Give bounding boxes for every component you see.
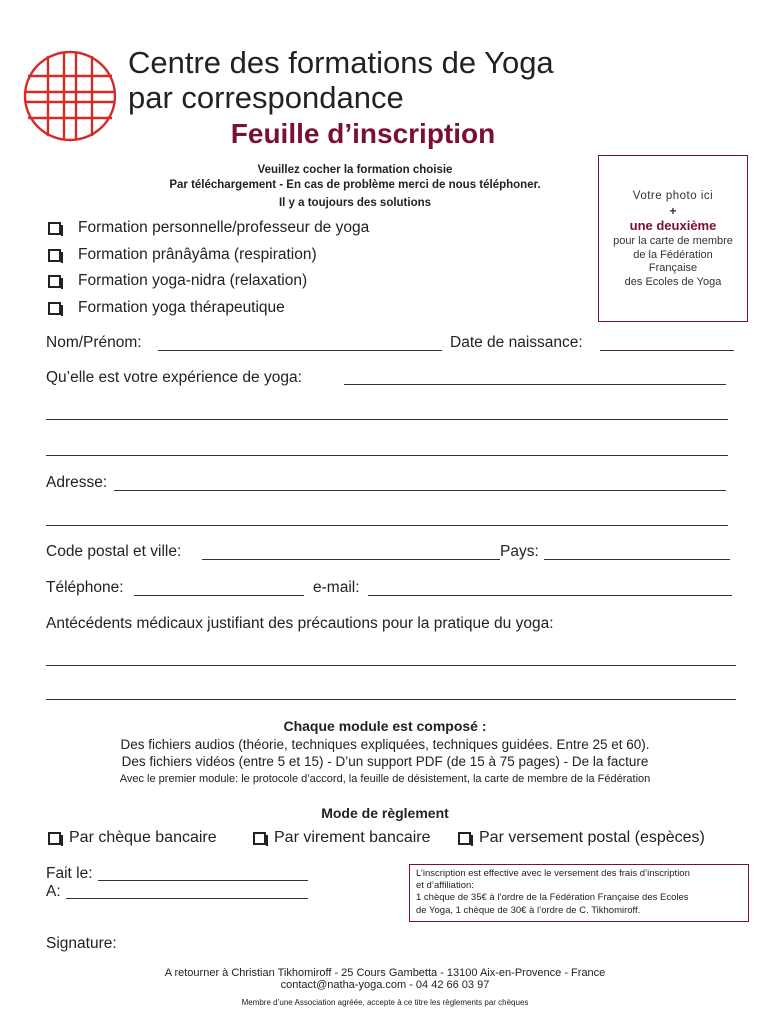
form-subtitle: Feuille d’inscription [230, 118, 496, 149]
postal-field[interactable] [202, 559, 500, 560]
module-heading: Chaque module est composé : [283, 718, 487, 734]
module-line-3: Avec le premier module: le protocole d’accord, la feuille de désistement, la carte de membre de la Fédération [119, 773, 651, 785]
option-therapeutique[interactable]: Formation yoga thérapeutique [48, 299, 285, 317]
experience-field[interactable] [344, 384, 726, 385]
experience-field-3[interactable] [46, 455, 728, 456]
name-field[interactable] [158, 350, 442, 351]
instruction-2: Par téléchargement - En cas de problème merci de nous téléphoner. [169, 179, 541, 191]
photo-second: une deuxième [629, 218, 717, 233]
medical-field[interactable] [46, 665, 736, 666]
option-pranayama[interactable]: Formation prânâyâma (respiration) [48, 246, 317, 264]
email-field[interactable] [368, 595, 732, 596]
country-field[interactable] [544, 559, 730, 560]
checkbox-icon[interactable] [48, 275, 61, 288]
medical-label: Antécédents médicaux justifiant des précautions pour la pratique du yoga: [46, 615, 554, 632]
checkbox-icon[interactable] [48, 302, 61, 315]
address-field[interactable] [114, 490, 726, 491]
module-line-1: Des fichiers audios (théorie, techniques expliquées, techniques guidées. Entre 25 et 60). [120, 737, 650, 752]
address-field-2[interactable] [46, 525, 728, 526]
a-label: A: [46, 883, 61, 900]
medical-field-2[interactable] [46, 699, 736, 700]
address-label: Adresse: [46, 474, 108, 491]
instruction-3: Il y a toujours des solutions [278, 197, 432, 209]
photo-plus: + [669, 204, 677, 218]
checkbox-icon[interactable] [48, 832, 61, 845]
instruction-1: Veuillez cocher la formation choisie [257, 164, 453, 176]
fait-le-label: Fait le: [46, 865, 93, 882]
option-personnelle[interactable]: Formation personnelle/professeur de yoga [48, 219, 369, 237]
fees-note: L’inscription est effective avec le versement des frais d’inscription et d’affiliation: 1 chèque de 35€ à l’ordre de la Fédération Française des Ecoles de Yoga, 1 chèque de 30€ à l’ordre de C. Tikhomiroff. [409, 864, 749, 922]
footer-address: A retourner à Christian Tikhomiroff - 25 Cours Gambetta - 13100 Aix-en-Provence - France [164, 967, 606, 979]
photo-box[interactable] [598, 155, 748, 322]
photo-desc: pour la carte de membre de la Fédération Française des Ecoles de Yoga [613, 235, 733, 288]
title-line-2: par correspondance [128, 80, 404, 115]
option-yoga-nidra[interactable]: Formation yoga-nidra (relaxation) [48, 272, 307, 290]
checkbox-icon[interactable] [48, 222, 61, 235]
fait-le-field[interactable] [98, 880, 308, 881]
experience-field-2[interactable] [46, 419, 728, 420]
birth-label: Date de naissance: [450, 334, 583, 351]
footer-contact: contact@natha-yoga.com - 04 42 66 03 97 [280, 979, 490, 991]
checkbox-icon[interactable] [458, 832, 471, 845]
footer-note: Membre d’une Association agréée, accepte à ce titre les règlements par chèques [241, 998, 529, 1007]
name-label: Nom/Prénom: [46, 334, 142, 351]
birth-field[interactable] [600, 350, 734, 351]
title-line-1: Centre des formations de Yoga [128, 45, 554, 80]
payment-cheque[interactable]: Par chèque bancaire [48, 829, 217, 847]
phone-field[interactable] [134, 595, 304, 596]
a-field[interactable] [66, 898, 308, 899]
payment-postal[interactable]: Par versement postal (espèces) [458, 829, 705, 847]
country-label: Pays: [500, 543, 539, 560]
postal-label: Code postal et ville: [46, 543, 182, 560]
module-line-2: Des fichiers vidéos (entre 5 et 15) - D’un support PDF (de 15 à 75 pages) - De la facture [121, 754, 649, 769]
checkbox-icon[interactable] [48, 249, 61, 262]
payment-heading: Mode de règlement [321, 805, 449, 821]
checkbox-icon[interactable] [253, 832, 266, 845]
experience-label: Qu’elle est votre expérience de yoga: [46, 369, 302, 386]
signature-label: Signature: [46, 935, 117, 952]
phone-label: Téléphone: [46, 579, 124, 596]
photo-label: Votre photo ici [632, 190, 714, 202]
payment-virement[interactable]: Par virement bancaire [253, 829, 431, 847]
email-label: e-mail: [313, 579, 360, 596]
